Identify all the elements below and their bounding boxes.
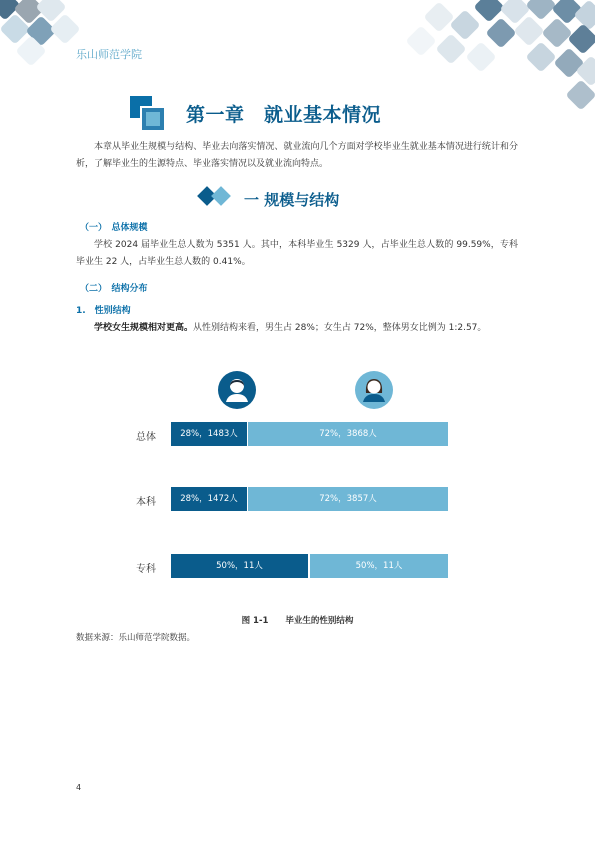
bar-female-undergraduate: 72%，3857人 [248,487,448,511]
header-title: 乐山师范学院 [76,48,142,61]
subheading-gender: 1. 性别结构 [76,306,131,316]
subheading-overall-scale: （一） 总体规模 [80,223,148,233]
male-avatar-icon [218,371,256,409]
paragraph-gender [76,320,518,337]
subheading-structure: （二） 结构分布 [80,284,148,294]
section-diamond-icon [194,184,234,208]
bar-male-undergraduate: 28%，1472人 [171,487,247,511]
chapter-title: 第一章 就业基本情况 [186,104,382,126]
row-label-college: 专科 [136,564,156,575]
row-label-overall: 总体 [136,432,156,443]
row-label-undergraduate: 本科 [136,497,156,508]
bar-female-overall: 72%，3868人 [248,422,448,446]
figure-caption: 图 1-1 毕业生的性别结构 [241,616,354,626]
section-title: 一 规模与结构 [244,191,340,209]
page-number: 4 [76,783,82,792]
bar-male-college: 50%，11人 [171,554,308,578]
chapter-square-icon [130,96,166,132]
female-avatar-icon [355,371,393,409]
bar-male-overall: 28%，1483人 [171,422,247,446]
paragraph-gender-rest: 从性别结构来看，男生占 28%；女生占 72%，整体男女比例为 1:2.57。 [193,323,487,333]
paragraph-overall-scale: 学校 2024 届毕业生总人数为 5351 人。其中，本科毕业生 5329 人，占毕业生总人数的 99.59%，专科毕业生 22 人，占毕业生总人数的 0.41%。 [76,240,518,267]
paragraph-gender-bold: 学校女生规模相对更高。 [94,323,194,333]
bar-female-college: 50%，11人 [310,554,448,578]
chapter-intro: 本章从毕业生规模与结构、毕业去向落实情况、就业流向几个方面对学校毕业生就业基本情况进行统计和分析，了解毕业生的生源特点、毕业落实情况以及就业流向特点。 [76,142,518,169]
data-source-note: 数据来源：乐山师范学院数据。 [76,633,196,643]
